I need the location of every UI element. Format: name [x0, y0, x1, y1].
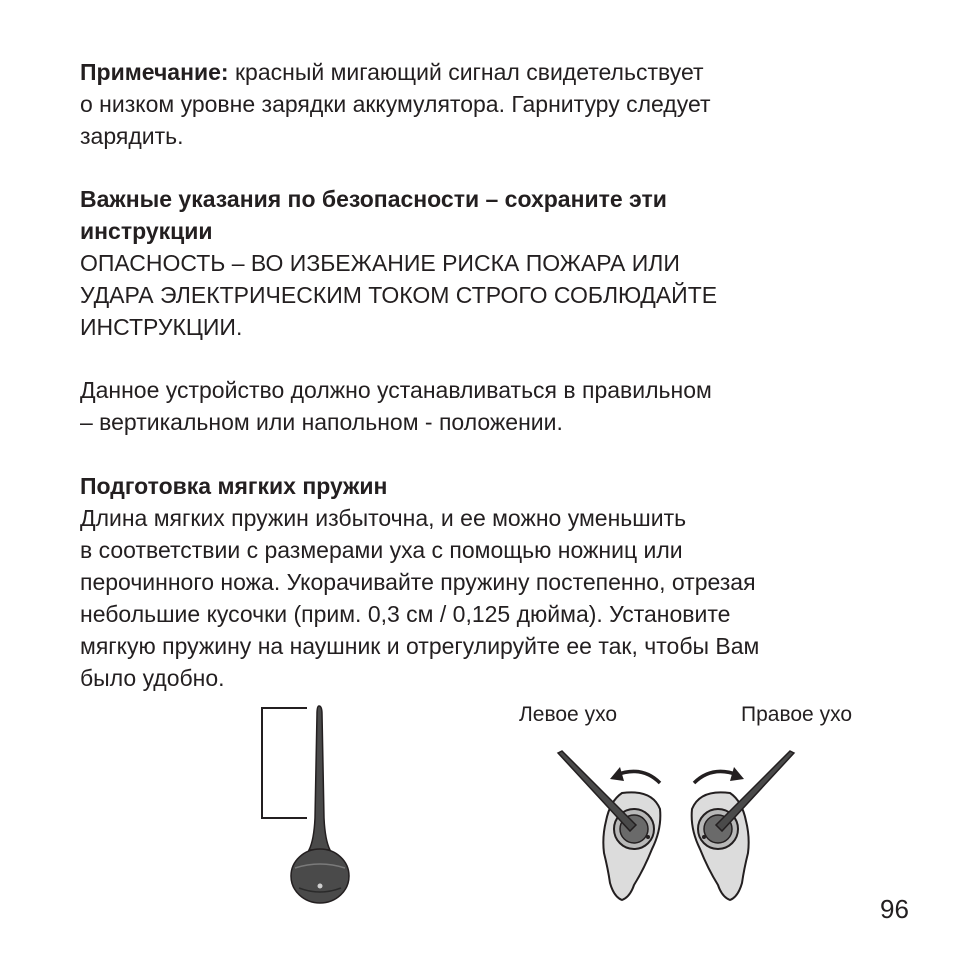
right-ear-label: Правое ухо	[741, 703, 853, 726]
length-bracket	[262, 708, 307, 818]
soft-spring-illustration	[255, 700, 365, 910]
earpieces-illustration	[550, 745, 850, 910]
left-spring	[558, 751, 636, 831]
springs-section	[80, 470, 900, 694]
springs-line-3: перочинного ножа. Укорачивайте пружину постепенно, отрезая	[80, 569, 756, 595]
spring-stem	[309, 706, 330, 850]
springs-line-4: небольшие кусочки (прим. 0,3 см / 0,125 дюйма). Установите	[80, 601, 731, 627]
note-text-1: красный мигающий сигнал свидетельствует	[228, 59, 704, 85]
left-earpiece	[558, 751, 660, 900]
note-text-3: зарядить.	[80, 123, 184, 149]
springs-line-6: было удобно.	[80, 665, 225, 691]
note-label: Примечание:	[80, 59, 229, 85]
springs-heading: Подготовка мягких пружин	[80, 473, 388, 499]
spring-bulb	[291, 849, 349, 903]
page-number: 96	[880, 894, 909, 924]
charging-note	[80, 56, 900, 152]
install-paragraph	[80, 374, 900, 438]
springs-line-2: в соответствии с размерами уха с помощью ножниц или	[80, 537, 683, 563]
safety-warning-1: ОПАСНОСТЬ – ВО ИЗБЕЖАНИЕ РИСКА ПОЖАРА ИЛИ	[80, 250, 680, 276]
springs-line-5: мягкую пружину на наушник и отрегулируйте ее так, чтобы Вам	[80, 633, 760, 659]
note-text-2: о низком уровне зарядки аккумулятора. Гарнитуру следует	[80, 91, 711, 117]
install-line-2: – вертикальном или напольном - положении.	[80, 409, 563, 435]
install-line-1: Данное устройство должно устанавливаться в правильном	[80, 377, 712, 403]
right-spring	[716, 751, 794, 831]
safety-section	[80, 183, 900, 343]
note-line-1	[80, 56, 900, 88]
safety-heading-2: инструкции	[80, 218, 213, 244]
safety-heading-1: Важные указания по безопасности – сохраните эти	[80, 186, 667, 212]
right-earpiece	[692, 751, 794, 900]
safety-warning-3: ИНСТРУКЦИИ.	[80, 314, 243, 340]
safety-warning-2: УДАРА ЭЛЕКТРИЧЕСКИМ ТОКОМ СТРОГО СОБЛЮДАЙТЕ	[80, 282, 718, 308]
left-ear-label: Левое ухо	[519, 703, 618, 726]
springs-line-1: Длина мягких пружин избыточна, и ее можно уменьшить	[80, 505, 687, 531]
